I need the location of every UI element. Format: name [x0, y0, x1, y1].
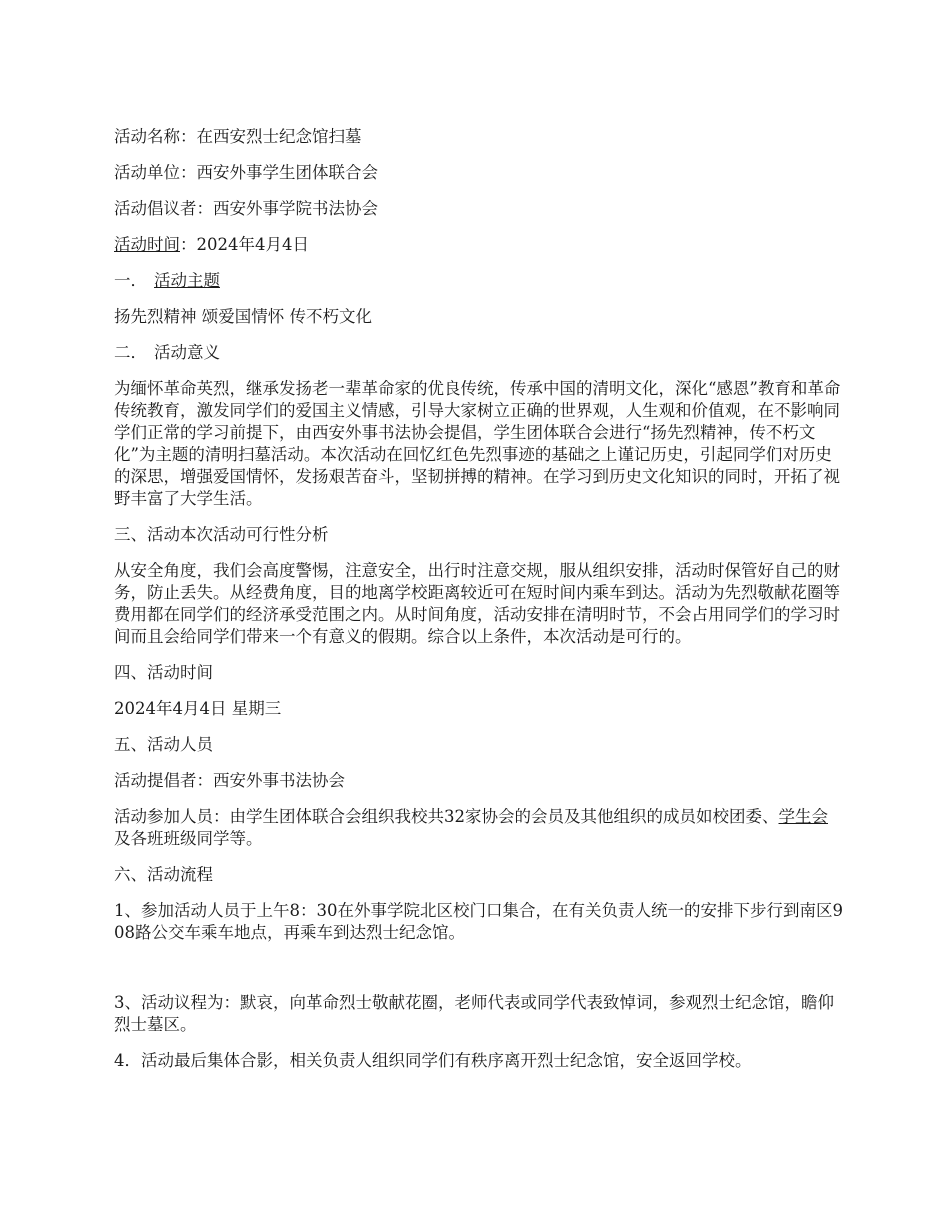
activity-initiator	[114, 198, 844, 220]
flow-step-4: 4．活动最后集体合影，相关负责人组织同学们有秩序离开烈士纪念馆，安全返回学校。	[114, 1051, 752, 1070]
section-feasibility-text: 从安全角度，我们会高度警惕，注意安全，出行时注意交规，服从组织安排，活动时保管好自己的财务，防止丢失。从经费角度，目的地离学校距离较近可在短时间内乘车到达。活动为先烈敬献花圈等费用都在同学们的经济承受范围之内。从时间角度，活动安排在清明时节，不会占用同学们的学习时间而且会给同学们带来一个有意义的假期。综合以上条件，本次活动是可行的。	[114, 561, 840, 646]
section-theme-title: 活动主题	[154, 271, 220, 290]
student-union-link[interactable]: 学生会	[778, 807, 828, 826]
activity-initiator-value: 西安外事学院书法协会	[213, 199, 378, 218]
flow-step-1: 1、参加活动人员于上午8：30在外事学院北区校门口集合，在有关负责人统一的安排下步行到南区908路公交车乘车地点，再乘车到达烈士纪念馆。	[114, 901, 843, 942]
activity-unit-value: 西安外事学生团体联合会	[196, 163, 378, 182]
activity-time-separator: ：	[180, 235, 197, 254]
section-meaning-heading	[114, 342, 844, 364]
document-body	[114, 126, 844, 1086]
section-time-title: 四、活动时间	[114, 663, 213, 682]
activity-unit-label: 活动单位：	[114, 163, 197, 182]
section-flow-title: 六、活动流程	[114, 865, 213, 884]
section-theme-heading	[114, 270, 844, 292]
activity-time-label: 活动时间	[114, 235, 180, 254]
activity-name-value: 在西安烈士纪念馆扫墓	[196, 127, 362, 146]
activity-name	[114, 126, 844, 148]
blank-gap	[114, 958, 844, 992]
section-meaning-text: 为缅怀革命英烈，继承发扬老一辈革命家的优良传统，传承中国的清明文化，深化“感恩”教育和革命传统教育，激发同学们的爱国主义情感，引导大家树立正确的世界观，人生观和价值观，在不影响同学们正常的学习前提下，由西安外事书法协会提倡，学生团体联合会进行“扬先烈精神，传不朽文化”为主题的清明扫墓活动。本次活动在回忆红色先烈事迹的基础之上谨记历史，引起同学们对历史的深思，增强爱国情怀，发扬艰苦奋斗，坚韧拼搏的精神。在学习到历史文化知识的同时，开拓了视野丰富了大学生活。	[114, 379, 841, 508]
activity-unit	[114, 162, 844, 184]
participants-text-end: 及各班班级同学等。	[114, 829, 263, 848]
section-time-text: 2024年4月4日 星期三	[114, 699, 282, 718]
section-theme-number: 一．	[114, 271, 147, 290]
section-people-initiator: 活动提倡者：西安外事书法协会	[114, 771, 345, 790]
activity-initiator-label: 活动倡议者：	[114, 199, 213, 218]
section-feasibility-title: 三、活动本次活动可行性分析	[114, 525, 329, 544]
activity-time-value: 2024年4月4日	[196, 235, 309, 254]
flow-step-3: 3、活动议程为：默哀，向革命烈士敬献花圈，老师代表或同学代表致悼词，参观烈士纪念馆，瞻仰烈士墓区。	[114, 993, 834, 1034]
section-meaning-title: 活动意义	[154, 343, 220, 362]
section-meaning-number: 二．	[114, 343, 147, 362]
section-people-title: 五、活动人员	[114, 735, 213, 754]
activity-time	[114, 234, 844, 256]
section-theme-text: 扬先烈精神 颂爱国情怀 传不朽文化	[114, 307, 372, 326]
section-people-participants	[114, 806, 844, 850]
participants-text-start: 活动参加人员：由学生团体联合会组织我校共32家协会的会员及其他组织的成员如校团委、	[114, 807, 779, 826]
activity-name-label: 活动名称：	[114, 127, 197, 146]
